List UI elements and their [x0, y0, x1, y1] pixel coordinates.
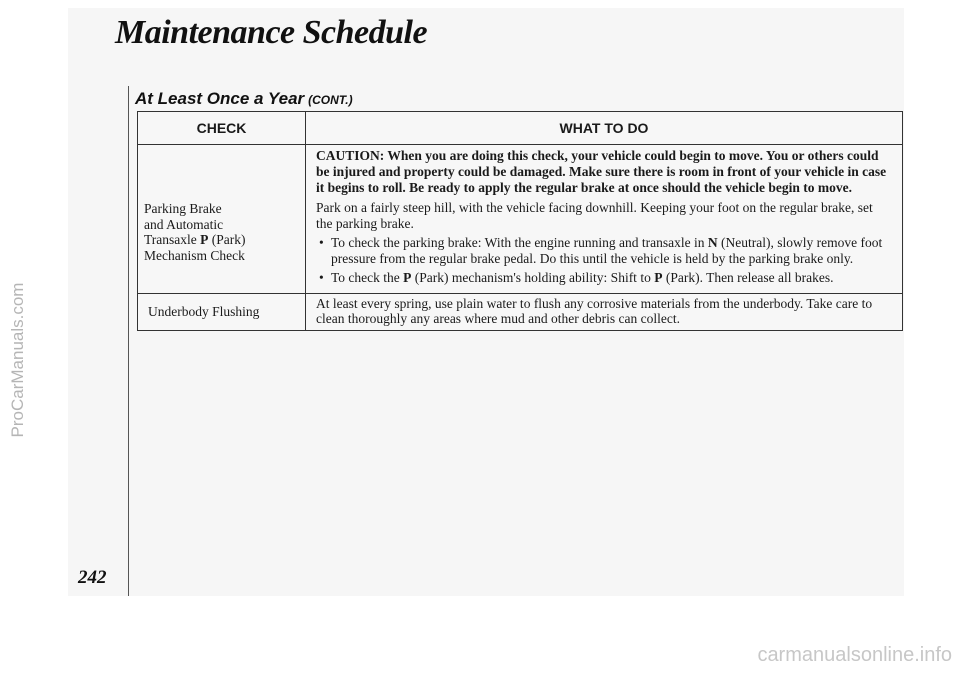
- instruction-paragraph: Park on a fairly steep hill, with the vehicle facing downhill. Keeping your foot on the regular brake, set the parking brake.: [316, 200, 873, 231]
- page-number: 242: [78, 567, 107, 588]
- list-item: • To check the parking brake: With the engine running and transaxle in N (Neutral), slowly remove foot pressure from the regular brake pedal. Do this until the vehicle is held by the parking brake only.: [319, 235, 883, 266]
- caution-text: CAUTION: When you are doing this check, your vehicle could begin to move. You or others could be injured and property could be damaged. Make sure there is room in front of your vehicle in case it begins to roll. Be ready to apply the regular brake at once should the vehicle begin to move.: [316, 148, 887, 195]
- maintenance-table: [137, 111, 903, 331]
- side-watermark: ProCarManuals.com: [8, 282, 27, 438]
- header-check: CHECK: [138, 112, 306, 145]
- vertical-rule: [128, 86, 129, 596]
- check-line: Mechanism Check: [144, 247, 245, 263]
- section-continued: (CONT.): [308, 93, 353, 107]
- table-header-row: [138, 112, 903, 145]
- check-cell-underbody: Underbody Flushing: [138, 293, 306, 330]
- todo-cell-underbody: At least every spring, use plain water to flush any corrosive materials from the underbody. Take care to clean thoroughly any areas where mud and other debris can collect.: [306, 293, 903, 330]
- table-row: [138, 145, 903, 294]
- section-title: At Least Once a Year: [135, 89, 305, 108]
- check-line: Parking Brake: [144, 201, 222, 216]
- bullet-icon: •: [319, 235, 324, 250]
- list-item: • To check the P (Park) mechanism's holding ability: Shift to P (Park). Then release all brakes.: [319, 270, 834, 285]
- page-title: Maintenance Schedule: [115, 14, 428, 51]
- instruction-list: [316, 235, 892, 286]
- table-row: [138, 293, 903, 330]
- check-cell-parking-brake: [138, 145, 306, 294]
- check-line: and Automatic: [144, 216, 224, 232]
- todo-cell-parking-brake: [306, 145, 903, 294]
- header-what-to-do: WHAT TO DO: [306, 112, 903, 145]
- check-line: Transaxle P (Park): [144, 232, 246, 247]
- bottom-watermark: carmanualsonline.info: [757, 644, 952, 666]
- bullet-icon: •: [319, 270, 324, 285]
- section-heading: [135, 89, 353, 109]
